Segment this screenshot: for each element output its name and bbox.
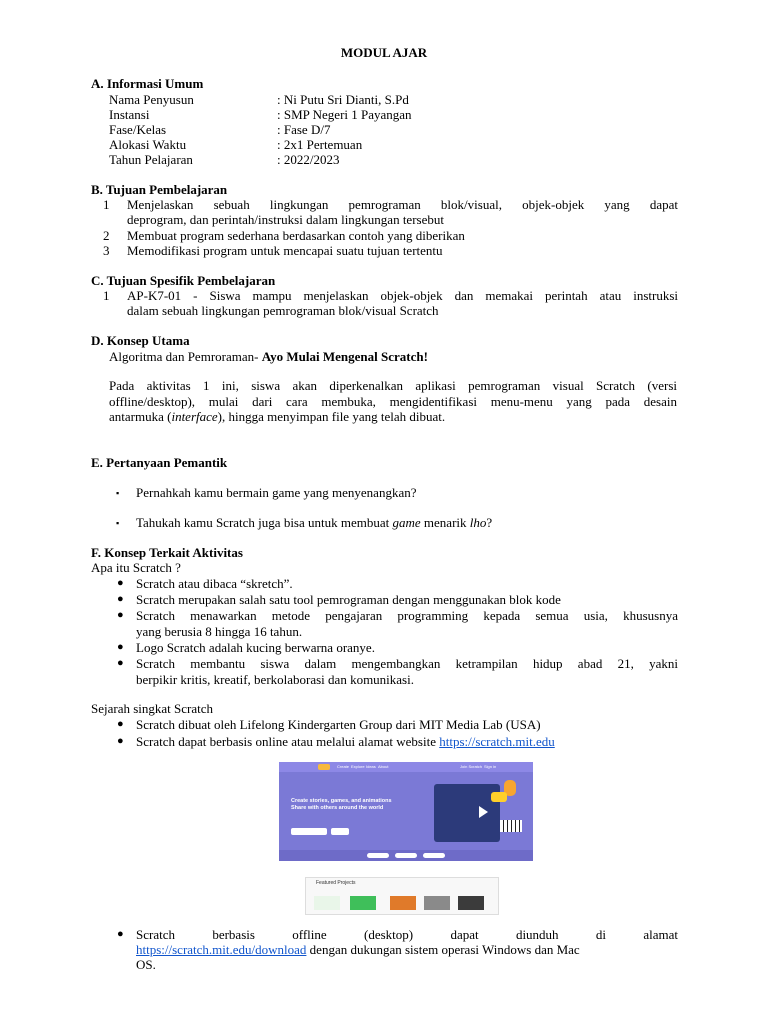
bullet-icon: ● <box>117 641 124 653</box>
list-item: Memodifikasi program untuk mencapai suatu tujuan tertentu <box>127 243 443 258</box>
screenshot-hero-line: Create stories, games, and animations <box>291 798 392 804</box>
project-thumbnail <box>314 896 340 910</box>
scratch-logo-icon <box>318 764 330 770</box>
screenshot-hero-line: Share with others around the world <box>291 805 384 811</box>
question-item <box>136 515 678 531</box>
bullet-item: Logo Scratch adalah kucing berwarna oranye. <box>136 640 375 655</box>
list-item: Membuat program sederhana berdasarkan contoh yang diberikan <box>127 228 465 243</box>
info-value: : 2022/2023 <box>277 152 340 167</box>
document-title: MODUL AJAR <box>340 45 428 60</box>
text-run: ), hingga menyimpan file yang telah dibuat. <box>217 409 446 424</box>
info-row <box>109 92 669 108</box>
bullet-icon: ● <box>117 609 124 621</box>
sprite-icon <box>491 792 507 802</box>
screenshot-nav-item: About <box>378 764 389 769</box>
list-number: 2 <box>103 228 110 243</box>
square-bullet-icon: ▪ <box>116 518 120 528</box>
scratch-website-link[interactable]: https://scratch.mit.edu <box>439 734 555 749</box>
info-label: Fase/Kelas <box>109 122 167 137</box>
bullet-item-continued: OS. <box>136 957 156 972</box>
info-label: Tahun Pelajaran <box>109 152 193 167</box>
square-bullet-icon: ▪ <box>116 488 120 498</box>
text-run: antarmuka ( <box>109 409 172 424</box>
bullet-item: Scratch berbasis offline (desktop) dapat diunduh di alamat <box>136 927 678 942</box>
screenshot-nav-item: Join Scratch <box>460 764 483 769</box>
bullet-item: Scratch atau dibaca “skretch”. <box>136 576 293 591</box>
text-run: dengan dukungan sistem operasi Windows dan Mac <box>306 942 580 957</box>
scratch-website-screenshot <box>279 762 533 861</box>
list-number: 1 <box>103 197 110 212</box>
screenshot-pill <box>395 853 417 858</box>
italic-run: lho <box>469 515 487 530</box>
info-row <box>109 137 669 153</box>
bullet-icon: ● <box>117 657 124 669</box>
section-f-intro: Apa itu Scratch ? <box>91 560 181 575</box>
section-e-heading: E. Pertanyaan Pemantik <box>91 455 228 470</box>
screenshot-button <box>291 828 327 835</box>
screenshot-nav-item: Sign in <box>484 764 497 769</box>
concept-subtitle-prefix: Algoritma dan Pemroraman- <box>109 349 262 364</box>
text-run: menarik <box>420 515 470 530</box>
screenshot-hero-text <box>291 798 401 812</box>
list-number: 1 <box>103 288 110 303</box>
scratch-download-link[interactable]: https://scratch.mit.edu/download <box>136 942 307 957</box>
screenshot-nav-item: Create <box>337 764 350 769</box>
info-value: : Ni Putu Sri Dianti, S.Pd <box>277 92 409 107</box>
featured-projects-strip <box>305 877 499 915</box>
bullet-icon: ● <box>117 718 124 730</box>
info-value: : 2x1 Pertemuan <box>277 137 363 152</box>
concept-paragraph-line: offline/desktop), mulai dari cara membuka, mengidentifikasi menu-menu yang pada desain <box>109 394 677 409</box>
screenshot-nav-item: Ideas <box>366 764 376 769</box>
bullet-item-continued: berpikir kritis, kreatif, berkolaborasi dan komunikasi. <box>136 672 414 687</box>
info-row <box>109 152 669 168</box>
project-thumbnail <box>390 896 416 910</box>
concept-paragraph-line <box>109 409 677 425</box>
bullet-icon: ● <box>117 928 124 940</box>
bullet-icon: ● <box>117 735 124 747</box>
project-thumbnail <box>458 896 484 910</box>
question-item: Pernahkah kamu bermain game yang menyenangkan? <box>136 485 417 500</box>
list-item-continued: dalam sebuah lingkungan pemrograman blok/visual Scratch <box>127 303 439 318</box>
history-heading: Sejarah singkat Scratch <box>91 701 214 716</box>
info-value: : Fase D/7 <box>277 122 331 137</box>
screenshot-pill <box>423 853 445 858</box>
project-thumbnail <box>350 896 376 910</box>
info-row <box>109 107 669 123</box>
section-f-heading: F. Konsep Terkait Aktivitas <box>91 545 243 560</box>
info-row <box>109 122 669 138</box>
list-item: Menjelaskan sebuah lingkungan pemrograman blok/visual, objek-objek yang dapat <box>127 197 678 212</box>
text-run: Scratch dapat berbasis online atau melalui alamat website <box>136 734 440 749</box>
featured-projects-label: Featured Projects <box>316 880 356 886</box>
list-number: 3 <box>103 243 110 258</box>
bullet-item: Scratch menawarkan metode pengajaran programming kepada semua usia, khususnya <box>136 608 678 623</box>
info-label: Nama Penyusun <box>109 92 194 107</box>
italic-run: interface <box>171 409 218 424</box>
bullet-item: Scratch dibuat oleh Lifelong Kindergarten Group dari MIT Media Lab (USA) <box>136 717 541 732</box>
info-label: Instansi <box>109 107 150 122</box>
piano-icon <box>500 820 522 832</box>
bullet-icon: ● <box>117 593 124 605</box>
info-value: : SMP Negeri 1 Payangan <box>277 107 412 122</box>
bullet-item-continued <box>136 942 678 958</box>
play-icon <box>479 806 488 818</box>
screenshot-pill <box>367 853 389 858</box>
list-item: AP-K7-01 - Siswa mampu menjelaskan objek-objek dan memakai perintah atau instruksi <box>127 288 678 303</box>
screenshot-video <box>434 784 500 842</box>
project-thumbnail <box>424 896 450 910</box>
bullet-item <box>136 734 678 750</box>
concept-subtitle <box>109 349 677 365</box>
bullet-item-continued: yang berusia 8 hingga 16 tahun. <box>136 624 303 639</box>
section-d-heading: D. Konsep Utama <box>91 333 190 348</box>
section-a-heading: A. Informasi Umum <box>91 76 204 91</box>
section-b-heading: B. Tujuan Pembelajaran <box>91 182 228 197</box>
text-run: Tahukah kamu Scratch juga bisa untuk membuat <box>136 515 393 530</box>
bullet-item: Scratch membantu siswa dalam mengembangkan ketrampilan hidup abad 21, yakni <box>136 656 678 671</box>
concept-paragraph-line: Pada aktivitas 1 ini, siswa akan diperkenalkan aplikasi pemrograman visual Scratch (versi <box>109 378 677 393</box>
bullet-icon: ● <box>117 577 124 589</box>
list-item-continued: deprogram, dan perintah/instruksi dalam lingkungan tersebut <box>127 212 444 227</box>
screenshot-nav-item: Explore <box>351 764 365 769</box>
bullet-item: Scratch merupakan salah satu tool pemrograman dengan menggunakan blok kode <box>136 592 561 607</box>
screenshot-button <box>331 828 349 835</box>
concept-subtitle-bold: Ayo Mulai Mengenal Scratch! <box>261 349 428 364</box>
info-label: Alokasi Waktu <box>109 137 187 152</box>
text-run: ? <box>486 515 493 530</box>
section-c-heading: C. Tujuan Spesifik Pembelajaran <box>91 273 276 288</box>
italic-run: game <box>392 515 421 530</box>
